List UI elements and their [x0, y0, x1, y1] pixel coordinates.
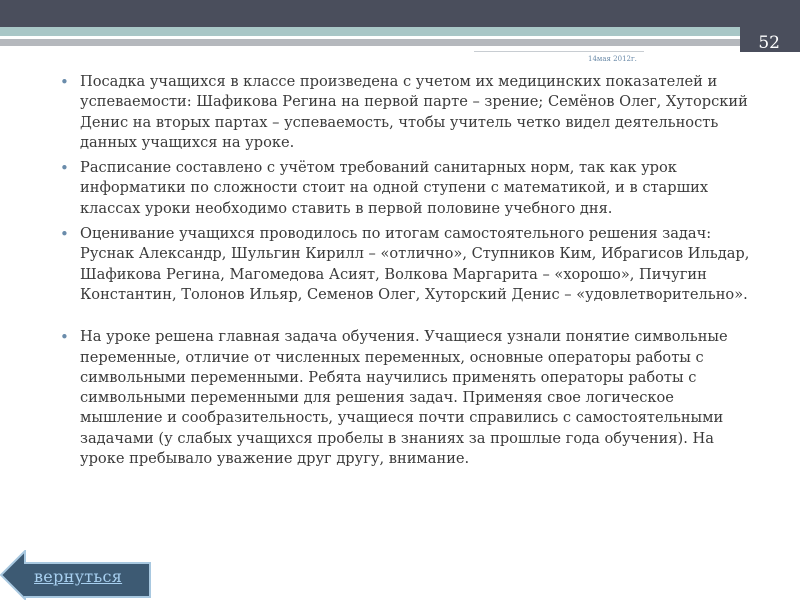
slide-date: 14мая 2012г.	[588, 55, 637, 63]
bullet-icon: •	[60, 73, 69, 91]
list-item-text: Оценивание учащихся проводилось по итогам самостоятельного решения задач: Руснак Александр, Шульгин Кирилл – «отлично», Ступников Ким, Ибрагисов Ильдар, Шафикова Регина, Магомедова Асият, Волкова Маргарита – «хорошо», Пичугин Константин, Толонов Ильяр, Семенов Олег, Хуторский Денис – «удовлетворительно».	[80, 225, 750, 303]
slide-bullet-list	[56, 72, 756, 474]
header-accent-stripe	[0, 27, 800, 36]
bullet-icon: •	[60, 328, 69, 347]
list-item-text: Расписание составлено с учётом требований санитарных норм, так как урок информатики по сложности стоит на одной ступени с математикой, и в старших классах уроки необходимо ставить в первой половине учебного дня.	[80, 159, 709, 217]
bullet-icon: •	[60, 159, 69, 178]
page-number-panel	[740, 27, 800, 52]
list-item	[56, 72, 756, 153]
back-link-label[interactable]: вернуться	[34, 567, 123, 586]
list-item-text: Посадка учащихся в классе произведена с учетом их медицинских показателей и успеваемости: Шафикова Регина на первой парте – зрение; Семёнов Олег, Хуторский Денис на вторых партах – успеваемость, чтобы учитель четко видел деятельность данных учащихся на уроке.	[80, 73, 748, 151]
list-item	[56, 327, 756, 469]
list-item	[56, 224, 756, 305]
header-bar	[0, 0, 800, 27]
list-item-text: На уроке решена главная задача обучения. Учащиеся узнали понятие символьные переменные, отличие от численных переменных, основные операторы работы с символьными переменными. Ребята научились применять операторы работы с символьными переменными для решения задач. Применяя свое логическое мышление и сообразительность, учащиеся почти справились с самостоятельными задачами (у слабых учащихся пробелы в знаниях за прошлые года обучения). На уроке пребывало уважение друг другу, внимание.	[80, 328, 728, 468]
date-underline	[474, 51, 644, 52]
page-number: 52	[758, 33, 780, 53]
header-gray-band	[0, 39, 740, 46]
bullet-icon: •	[60, 225, 69, 244]
back-button[interactable]	[0, 550, 152, 600]
list-item	[56, 158, 756, 219]
